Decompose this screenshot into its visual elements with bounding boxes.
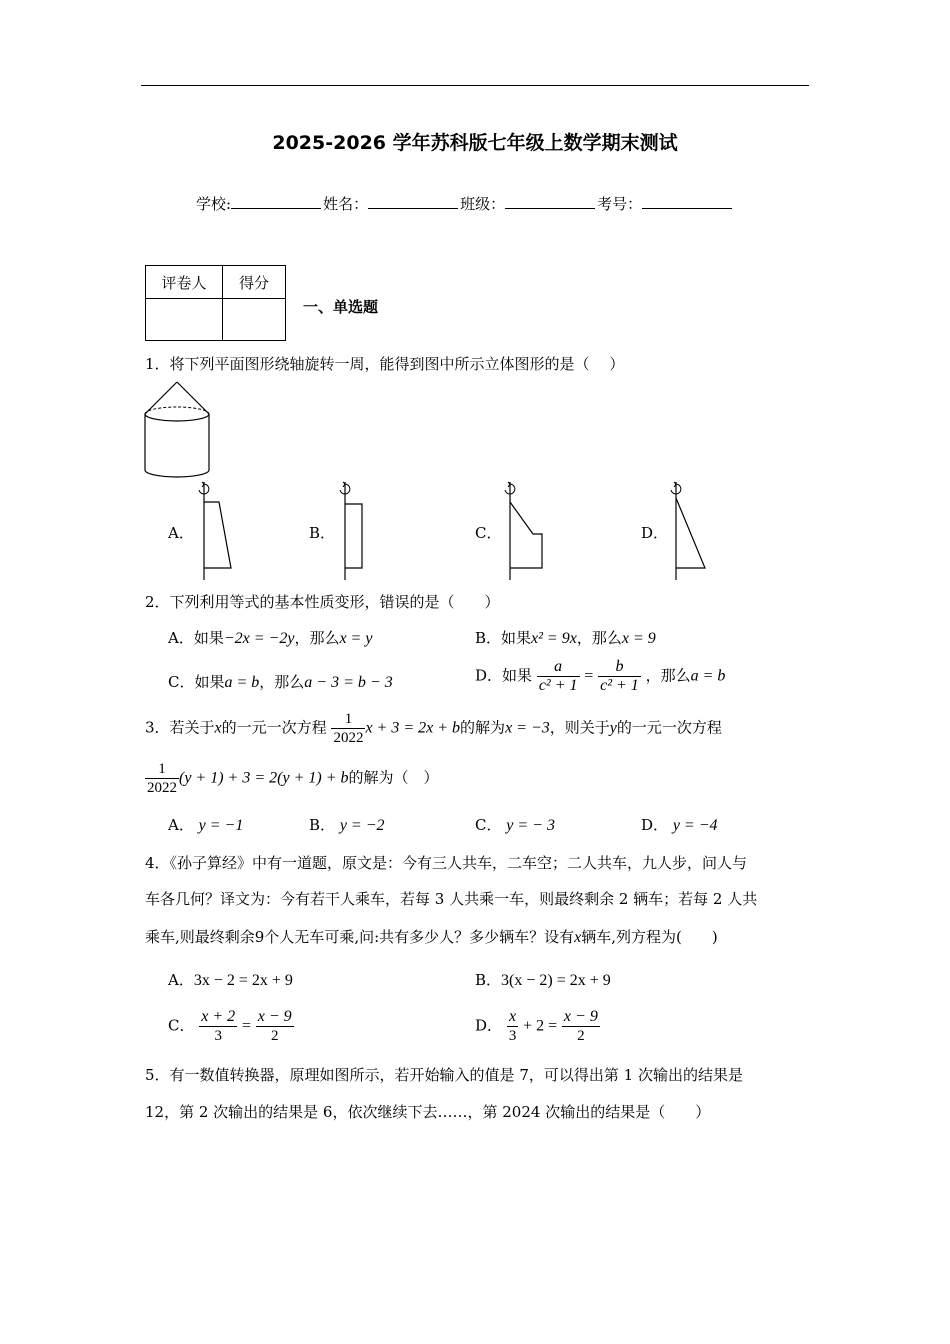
fraction: $\frac{b}{\text{c² + 1}}$ bbox=[600, 658, 639, 694]
math-expr: x = 9 bbox=[621, 630, 656, 647]
q2-option-c[interactable]: C．如果a = b，那么a − 3 = b − 3 bbox=[168, 673, 393, 691]
q1-option-c[interactable]: C． bbox=[475, 524, 502, 542]
math-expr: a − 3 = b − 3 bbox=[304, 674, 393, 691]
score-header: 得分 bbox=[223, 266, 286, 299]
fraction: $\frac{x - 9}{2}$ bbox=[563, 1008, 598, 1044]
math-expr: a = b bbox=[224, 674, 260, 691]
fraction: $\frac{x + 2}{3}$ bbox=[201, 1008, 236, 1044]
q3-option-a[interactable]: A． y = −1 bbox=[168, 816, 244, 834]
q5-line1: 5．有一数值转换器，原理如图所示，若开始输入的值是 7，可以得出第 1 次输出的结果是 bbox=[145, 1066, 743, 1084]
math-expr: x = y bbox=[339, 630, 373, 647]
q3-option-d[interactable]: D． y = −4 bbox=[641, 816, 718, 834]
header-rule bbox=[141, 85, 809, 86]
q1-figure-d bbox=[665, 480, 715, 582]
q2-option-a[interactable]: A．如果−2x = −2y，那么x = y bbox=[168, 629, 373, 647]
grader-header: 评卷人 bbox=[146, 266, 223, 299]
q1-figure-c bbox=[499, 480, 549, 582]
grader-cell[interactable] bbox=[146, 299, 223, 341]
q4-option-c[interactable]: C． $\frac{x + 2}{3}$ = $\frac{x - 9}{2}$ bbox=[168, 1008, 292, 1044]
exam-no-label: 考号： bbox=[597, 195, 643, 213]
score-cell[interactable] bbox=[223, 299, 286, 341]
class-blank[interactable] bbox=[505, 207, 595, 209]
math-expr: (y + 1) + 3 = 2(y + 1) + b bbox=[179, 769, 349, 787]
info-line bbox=[196, 193, 734, 214]
q5-line2: 12，第 2 次输出的结果是 6，依次继续下去……，第 2024 次输出的结果是（ ） bbox=[145, 1103, 711, 1121]
fraction: $\frac{1}{2022}$ bbox=[333, 711, 364, 746]
school-label: 学校: bbox=[196, 195, 232, 213]
q2-option-b[interactable]: B．如果x² = 9x，那么x = 9 bbox=[475, 629, 656, 647]
q4-line3: 乘车,则最终剩余9个人无车可乘,问:共有多少人？多少辆车？设有x辆车,列方程为( ) bbox=[145, 928, 718, 946]
fraction: $\frac{x}{3}$ bbox=[508, 1008, 517, 1044]
math-expr: x + 3 = 2x + b bbox=[365, 719, 461, 737]
math-expr: x² = 9x bbox=[531, 630, 577, 647]
math-expr: a = b bbox=[690, 667, 726, 685]
q3-line2: $\frac{1}{2022}$ (y + 1) + 3 = 2(y + 1) + b的解为（ ） bbox=[147, 761, 439, 796]
fraction: $\frac{x - 9}{2}$ bbox=[257, 1008, 292, 1044]
math-expr: 3(x − 2) = 2x + 9 bbox=[501, 972, 611, 989]
q2-option-d[interactable]: D．如果 $\frac{a}{\text{c² + 1}}$ = $\frac{b}{\text{c² + 1}}$ ，那么a = b bbox=[475, 658, 726, 694]
solid-figure bbox=[138, 378, 216, 480]
q1-option-d[interactable]: D． bbox=[641, 524, 669, 542]
q1-option-a[interactable]: A． bbox=[168, 524, 194, 542]
page-title: 2025-2026 学年苏科版七年级上数学期末测试 bbox=[272, 132, 678, 154]
name-blank[interactable] bbox=[368, 207, 458, 209]
math-expr: −2x = −2y bbox=[223, 630, 295, 647]
math-expr: x = −3 bbox=[505, 719, 550, 737]
q1-figure-b bbox=[334, 480, 374, 582]
section-title: 一、单选题 bbox=[303, 298, 379, 316]
score-table bbox=[145, 265, 286, 341]
q1-figure-a bbox=[193, 480, 243, 582]
q3-line1: 3．若关于x的一元一次方程 $\frac{1}{2022}$ x + 3 = 2x + b的解为x = −3，则关于y的一元一次方程 bbox=[145, 711, 722, 746]
class-label: 班级： bbox=[460, 195, 506, 213]
q1-stem: 1．将下列平面图形绕轴旋转一周，能得到图中所示立体图形的是（ ） bbox=[145, 355, 625, 373]
school-blank[interactable] bbox=[231, 207, 321, 209]
fraction: $\frac{1}{2022}$ bbox=[147, 761, 177, 796]
exam-no-blank[interactable] bbox=[642, 207, 732, 209]
q4-option-b[interactable]: B．3(x − 2) = 2x + 9 bbox=[475, 971, 611, 989]
q4-line2: 车各几何？译文为：今有若干人乘车，若每 3 人共乘一车，则最终剩余 2 辆车；若每 2 人共 bbox=[145, 890, 758, 908]
q1-option-b[interactable]: B． bbox=[309, 524, 336, 542]
fraction: $\frac{a}{\text{c² + 1}}$ bbox=[538, 658, 578, 694]
q3-option-b[interactable]: B． y = −2 bbox=[309, 816, 385, 834]
q4-option-a[interactable]: A．3x − 2 = 2x + 9 bbox=[168, 971, 293, 989]
name-label: 姓名： bbox=[323, 195, 369, 213]
q2-stem: 2．下列利用等式的基本性质变形，错误的是（ ） bbox=[145, 593, 500, 611]
q4-option-d[interactable]: D． $\frac{x}{3}$ + 2 = $\frac{x - 9}{2}$ bbox=[475, 1008, 598, 1044]
math-expr: 3x − 2 = 2x + 9 bbox=[193, 972, 293, 989]
q3-option-c[interactable]: C． y = − 3 bbox=[475, 816, 555, 834]
q4-line1: 4．《孙子算经》中有一道题，原文是：今有三人共车，二车空；二人共车，九人步，问人与 bbox=[145, 854, 748, 872]
